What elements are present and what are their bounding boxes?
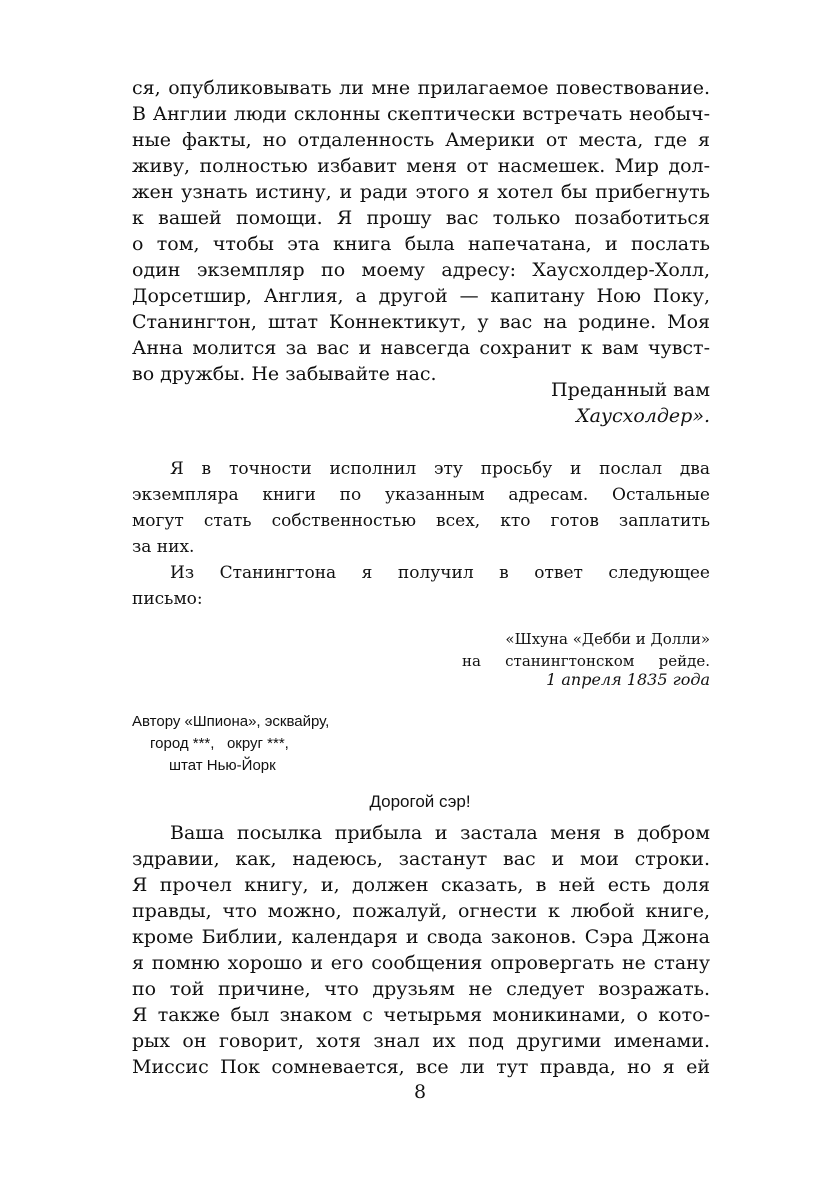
letter1-line-1: ся, опубликовывать ли мне прилагаемое повествование. [132, 77, 710, 99]
letter1-line-8: один экземпляр по моему адресу: Хаусхолдер-Холл, [132, 259, 710, 281]
editor-note-line-3: могут стать собственностью всех, кто готов заплатить [132, 511, 710, 531]
letter2-line-2: здравии, как, надеюсь, застанут вас и мои строки. [132, 848, 710, 870]
salutation: Дорогой сэр! [369, 792, 471, 811]
letter2-line-8: Я также был знаком с четырьмя моникинами, о кото- [132, 1004, 710, 1026]
letter1-line-10: Станингтон, штат Коннектикут, у вас на родине. Моя [132, 311, 710, 333]
letter1-line-4: живу, полностью избавит меня от насмешек. Мир дол- [132, 155, 710, 177]
letter1-line-5: жен узнать истину, и ради этого я хотел бы прибегнуть [132, 181, 710, 203]
letter2-date: 1 апреля 1835 года [546, 670, 710, 689]
editor-note-line-2: экземпляра книги по указанным адресам. Остальные [132, 485, 710, 505]
intro-line-1: Из Станингтона я получил в ответ следующее [170, 563, 710, 583]
letter1-line-3: ные факты, но отдаленность Америки от места, где я [132, 129, 710, 151]
letter1-signature: Хаусхолдер». [576, 405, 710, 427]
intro-line-2: письмо: [132, 589, 203, 609]
letter1-line-2: В Англии люди склонны скептически встречать необыч- [132, 103, 710, 125]
letter2-line-3: Я прочел книгу, и, должен сказать, в ней есть доля [132, 874, 710, 896]
letter1-line-6: к вашей помощи. Я прошу вас только позаботиться [132, 207, 710, 229]
letter1-line-7: о том, чтобы эта книга была напечатана, и послать [132, 233, 710, 255]
editor-note-line-1: Я в точности исполнил эту просьбу и послал два [170, 459, 710, 479]
letter1-closing: Преданный вам [551, 379, 710, 401]
letter2-line-9: рых он говорит, хотя знал их под другими именами. [132, 1030, 710, 1052]
letter2-line-7: по той причине, что друзьям не следует возражать. [132, 978, 710, 1000]
letter2-place-line-2: на станингтонском рейде. [462, 652, 710, 670]
letter2-line-6: я помню хорошо и его сообщения опровергать не стану [132, 952, 710, 974]
letter2-line-5: кроме Библии, календаря и свода законов. Сэра Джона [132, 926, 710, 948]
address-line-3: штат Нью-Йорк [169, 757, 276, 774]
address-line-1: Автору «Шпиона», эсквайру, [132, 713, 330, 730]
address-line-2: город ***, округ ***, [150, 735, 289, 752]
letter1-line-11: Анна молится за вас и навсегда сохранит к вам чувст- [132, 337, 710, 359]
letter1-line-12: во дружбы. Не забывайте нас. [132, 363, 437, 385]
letter2-place-line-1: «Шхуна «Дебби и Долли» [505, 630, 710, 648]
letter2-line-10: Миссис Пок сомневается, все ли тут правда, но я ей [132, 1056, 710, 1078]
letter2-line-1: Ваша посылка прибыла и застала меня в добром [170, 822, 710, 844]
letter1-line-9: Дорсетшир, Англия, а другой — капитану Ною Поку, [132, 285, 710, 307]
editor-note-line-4: за них. [132, 537, 195, 557]
page-number: 8 [413, 1081, 427, 1103]
letter2-line-4: правды, что можно, пожалуй, огнести к любой книге, [132, 900, 710, 922]
